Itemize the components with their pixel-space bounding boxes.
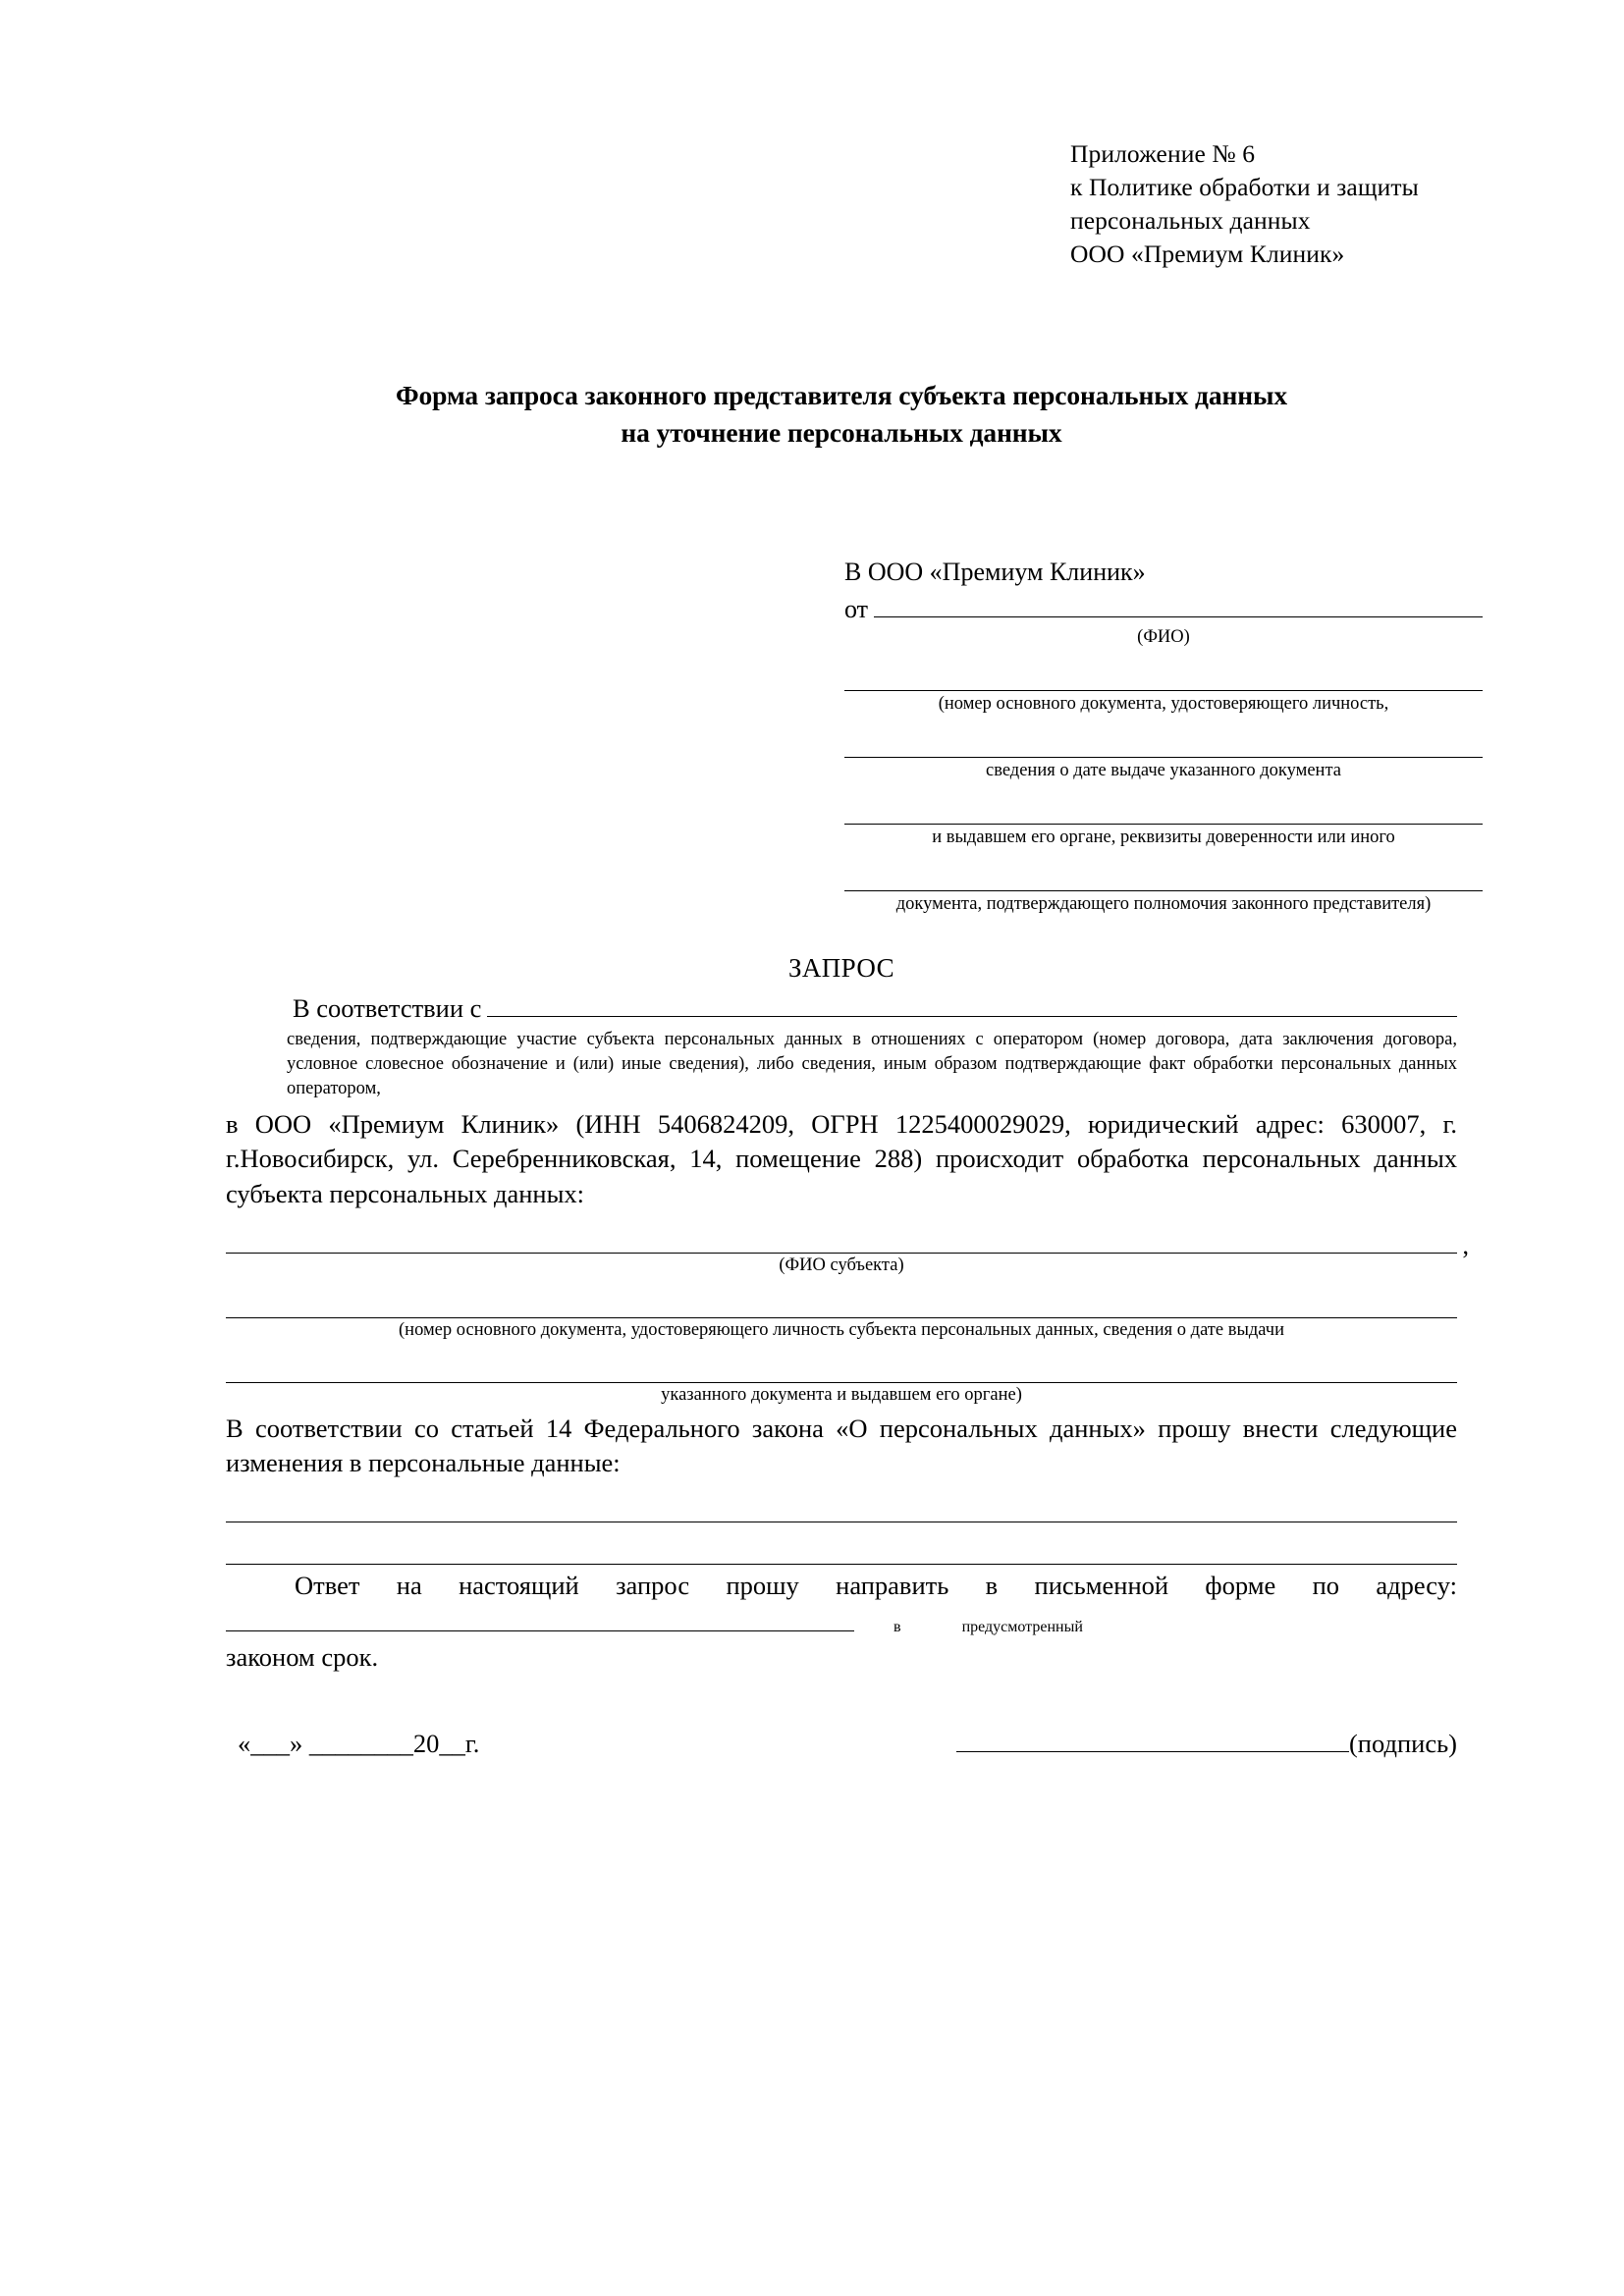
answer-term: законом срок. bbox=[226, 1642, 379, 1673]
caption-fio: (ФИО) bbox=[1137, 626, 1190, 647]
in-accordance-label: В соответствии с bbox=[293, 993, 482, 1024]
appendix-org: ООО «Премиум Клиник» bbox=[1070, 239, 1345, 268]
page-title bbox=[226, 377, 1457, 452]
from-fio-input[interactable] bbox=[874, 595, 1483, 617]
addressee-org: В ООО «Премиум Клиник» bbox=[844, 557, 1146, 586]
caption-doc-power: документа, подтверждающего полномочия законного представителя) bbox=[895, 894, 1432, 914]
request-heading: ЗАПРОС bbox=[787, 953, 895, 984]
in-accordance-row bbox=[226, 993, 1457, 1024]
appendix-header bbox=[1070, 137, 1457, 271]
from-doc-number-input[interactable] bbox=[844, 670, 1483, 691]
answer-paragraph: Ответ на настоящий запрос прошу направить в письменной форме по адресу: bbox=[295, 1571, 1457, 1601]
signature-row bbox=[226, 1729, 1457, 1759]
answer-word-v: в bbox=[893, 1619, 901, 1636]
appendix-policy-line2: персональных данных bbox=[1070, 205, 1311, 235]
signature-caption: (подпись) bbox=[1348, 1728, 1457, 1758]
caption-subject-fio: (ФИО субъекта) bbox=[779, 1255, 904, 1275]
addressee-block bbox=[844, 558, 1457, 917]
caption-doc-organ: и выдавшем его органе, реквизиты доверенности или иного bbox=[932, 827, 1395, 847]
changes-input-line1[interactable] bbox=[226, 1496, 1457, 1522]
caption-doc-date: сведения о дате выдаче указанного документа bbox=[986, 760, 1341, 780]
caption-subject-doc: (номер основного документа, удостоверяющего личность субъекта персональных данных, сведения о дате выдачи bbox=[399, 1319, 1284, 1340]
law-paragraph: В соответствии со статьей 14 Федерального закона «О персональных данных» прошу внести следующие изменения в персональные данные: bbox=[226, 1413, 1457, 1477]
answer-address-row bbox=[226, 1609, 1457, 1636]
from-doc-date-input[interactable] bbox=[844, 737, 1483, 758]
from-doc-organ-input[interactable] bbox=[844, 804, 1483, 825]
request-note: сведения, подтверждающие участие субъекта персональных данных в отношениях с оператором (номер договора, дата заключения договора, условное словесное обозначение и (или) иные сведения), либо сведения, иным образом подтверждающие факт обработки персональных данных оператором, bbox=[287, 1030, 1457, 1099]
from-row bbox=[844, 595, 1483, 624]
caption-doc-number: (номер основного документа, удостоверяющего личность, bbox=[938, 693, 1389, 714]
page-title-line2: на уточнение персональных данных bbox=[621, 416, 1062, 448]
answer-address-input[interactable] bbox=[226, 1609, 854, 1631]
subject-fio-input[interactable] bbox=[226, 1227, 1469, 1259]
answer-word-expected: предусмотренный bbox=[961, 1619, 1083, 1636]
page-title-line1: Форма запроса законного представителя субъекта персональных данных bbox=[396, 379, 1287, 410]
appendix-number: Приложение № 6 bbox=[1070, 139, 1256, 168]
from-label: от bbox=[844, 594, 869, 623]
caption-subject-doc2: указанного документа и выдавшем его органе) bbox=[661, 1384, 1022, 1405]
appendix-policy-line1: к Политике обработки и защиты bbox=[1070, 172, 1419, 201]
subject-doc-organ-input[interactable] bbox=[226, 1357, 1457, 1383]
in-accordance-input[interactable] bbox=[487, 994, 1457, 1017]
date-field[interactable]: «___» ________20__г. bbox=[238, 1728, 480, 1758]
changes-input-line2[interactable] bbox=[226, 1538, 1457, 1565]
comma-mark: , bbox=[1462, 1230, 1469, 1259]
operator-paragraph: в ООО «Премиум Клиник» (ИНН 5406824209, ОГРН 1225400029029, юридический адрес: 630007, г. г.Новосибирск, ул. Серебренниковская, 14, помещение 288) происходит обработка персональных данных субъекта персональных данных: bbox=[226, 1109, 1457, 1208]
subject-doc-input[interactable] bbox=[226, 1292, 1457, 1318]
from-doc-power-input[interactable] bbox=[844, 871, 1483, 891]
signature-input[interactable] bbox=[956, 1730, 1349, 1752]
